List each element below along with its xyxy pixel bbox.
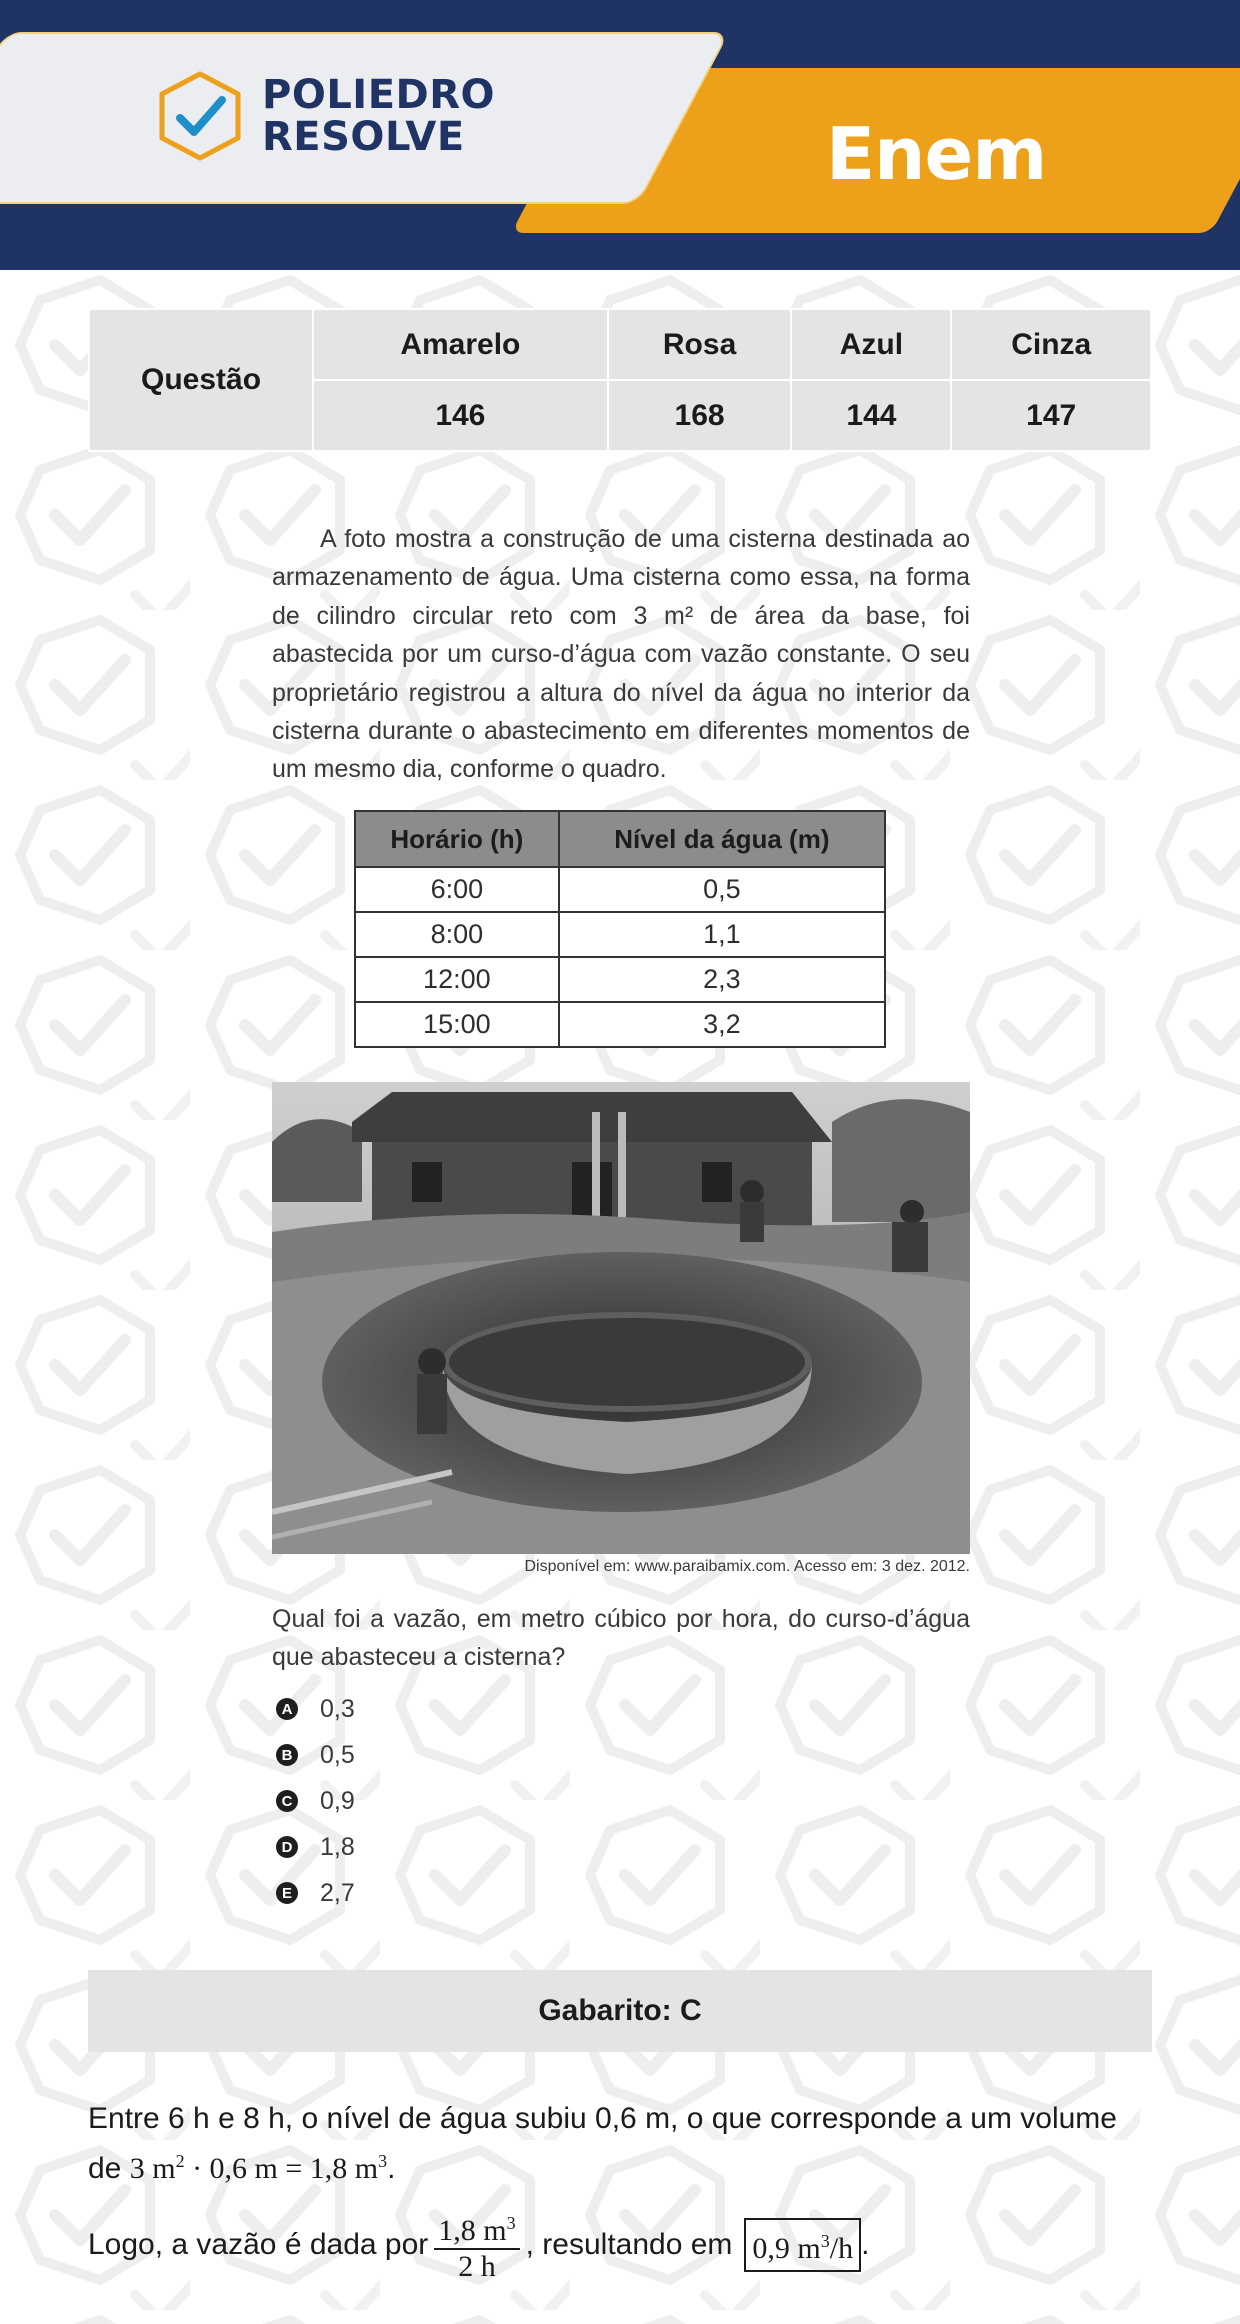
resolution-line-1 <box>88 2098 1188 2190</box>
question-statement <box>272 520 970 789</box>
table-row <box>355 957 885 1002</box>
logo-line-2: RESOLVE <box>262 114 465 160</box>
exponent: 3 <box>506 2213 516 2233</box>
table-cell: 3,2 <box>559 1002 885 1047</box>
option-b[interactable] <box>276 1732 355 1778</box>
color-header: Azul <box>791 309 951 380</box>
option-text: 1,8 <box>320 1832 355 1861</box>
exponent: 2 <box>175 2151 185 2171</box>
table-row <box>355 1002 885 1047</box>
table-cell: 0,5 <box>559 867 885 912</box>
table-cell: 8:00 <box>355 912 559 957</box>
math-part: 1,8 m <box>438 2214 507 2247</box>
question-number: 146 <box>313 380 608 451</box>
resolution-text: Logo, a vazão é dada por <box>88 2228 429 2261</box>
option-letter-badge: C <box>276 1790 298 1812</box>
logo-wordmark <box>262 74 495 158</box>
statement-paragraph <box>272 520 970 789</box>
header-banner <box>0 0 1240 270</box>
option-a[interactable] <box>276 1686 355 1732</box>
math-part: /h <box>829 2232 854 2265</box>
exponent: 3 <box>820 2231 830 2251</box>
option-text: 2,7 <box>320 1878 355 1907</box>
exponent: 3 <box>378 2151 388 2171</box>
table-cell: 12:00 <box>355 957 559 1002</box>
option-letter-badge: D <box>276 1836 298 1858</box>
period: . <box>861 2228 870 2261</box>
table-cell: 6:00 <box>355 867 559 912</box>
question-label: Questão <box>89 309 313 451</box>
color-header: Rosa <box>608 309 792 380</box>
question-number: 147 <box>951 380 1151 451</box>
logo-line-1: POLIEDRO <box>262 72 496 118</box>
color-header: Cinza <box>951 309 1151 380</box>
math-part: 3 m <box>129 2152 176 2185</box>
table-cell: 15:00 <box>355 1002 559 1047</box>
math-part: · 0,6 m = 1,8 m <box>184 2152 379 2185</box>
period: . <box>387 2152 396 2185</box>
statement-text: A foto mostra a construção de uma cisterna destinada ao armazenamento de água. Uma cisterna como essa, na forma de cilindro circular reto com 3 m² de área da base, foi abastecida por um curso-d’água com vazão constante. O seu proprietário registrou a altura do nível da água no interior da cisterna durante o abastecimento em diferentes momentos de um mesmo dia, conforme o quadro. <box>272 525 970 784</box>
option-text: 0,5 <box>320 1740 355 1769</box>
table-header: Horário (h) <box>355 811 559 867</box>
option-letter-badge: B <box>276 1744 298 1766</box>
resolution-text: , resultando em <box>525 2228 733 2261</box>
resolution-text: Entre 6 h e 8 h, o nível de água subiu 0,6 m, o que corresponde a um volume <box>88 2102 1117 2135</box>
table-cell: 1,1 <box>559 912 885 957</box>
question-number: 144 <box>791 380 951 451</box>
resolution-text: de <box>88 2152 122 2185</box>
fraction-numerator <box>434 2206 519 2250</box>
check-shield-icon <box>156 70 244 162</box>
answer-options <box>276 1686 355 1916</box>
option-letter-badge: A <box>276 1698 298 1720</box>
option-d[interactable] <box>276 1824 355 1870</box>
final-answer-box <box>744 2218 861 2272</box>
question-number: 168 <box>608 380 792 451</box>
color-header: Amarelo <box>313 309 608 380</box>
exam-title: Enem <box>826 112 1047 196</box>
question-prompt: Qual foi a vazão, em metro cúbico por hora, do curso-d’água que abasteceu a cisterna? <box>272 1605 970 1671</box>
answer-key-bar: Gabarito: C <box>88 1970 1152 2052</box>
cistern-photo <box>272 1082 970 1554</box>
table-header: Nível da água (m) <box>559 811 885 867</box>
fraction-denominator: 2 h <box>458 2250 496 2283</box>
option-c[interactable] <box>276 1778 355 1824</box>
option-e[interactable] <box>276 1870 355 1916</box>
table-row <box>355 867 885 912</box>
option-letter-badge: E <box>276 1882 298 1904</box>
volume-expression <box>130 2152 387 2185</box>
resolution-line-2 <box>88 2210 1188 2283</box>
photo-credit: Disponível em: www.paraibamix.com. Acesso em: 3 dez. 2012. <box>524 1558 970 1575</box>
water-level-table <box>354 810 886 1048</box>
table-cell: 2,3 <box>559 957 885 1002</box>
option-text: 0,9 <box>320 1786 355 1815</box>
option-text: 0,3 <box>320 1694 355 1723</box>
math-part: 0,9 m <box>752 2232 821 2265</box>
flow-fraction <box>434 2206 519 2284</box>
table-row <box>355 912 885 957</box>
question-number-table <box>88 308 1152 452</box>
